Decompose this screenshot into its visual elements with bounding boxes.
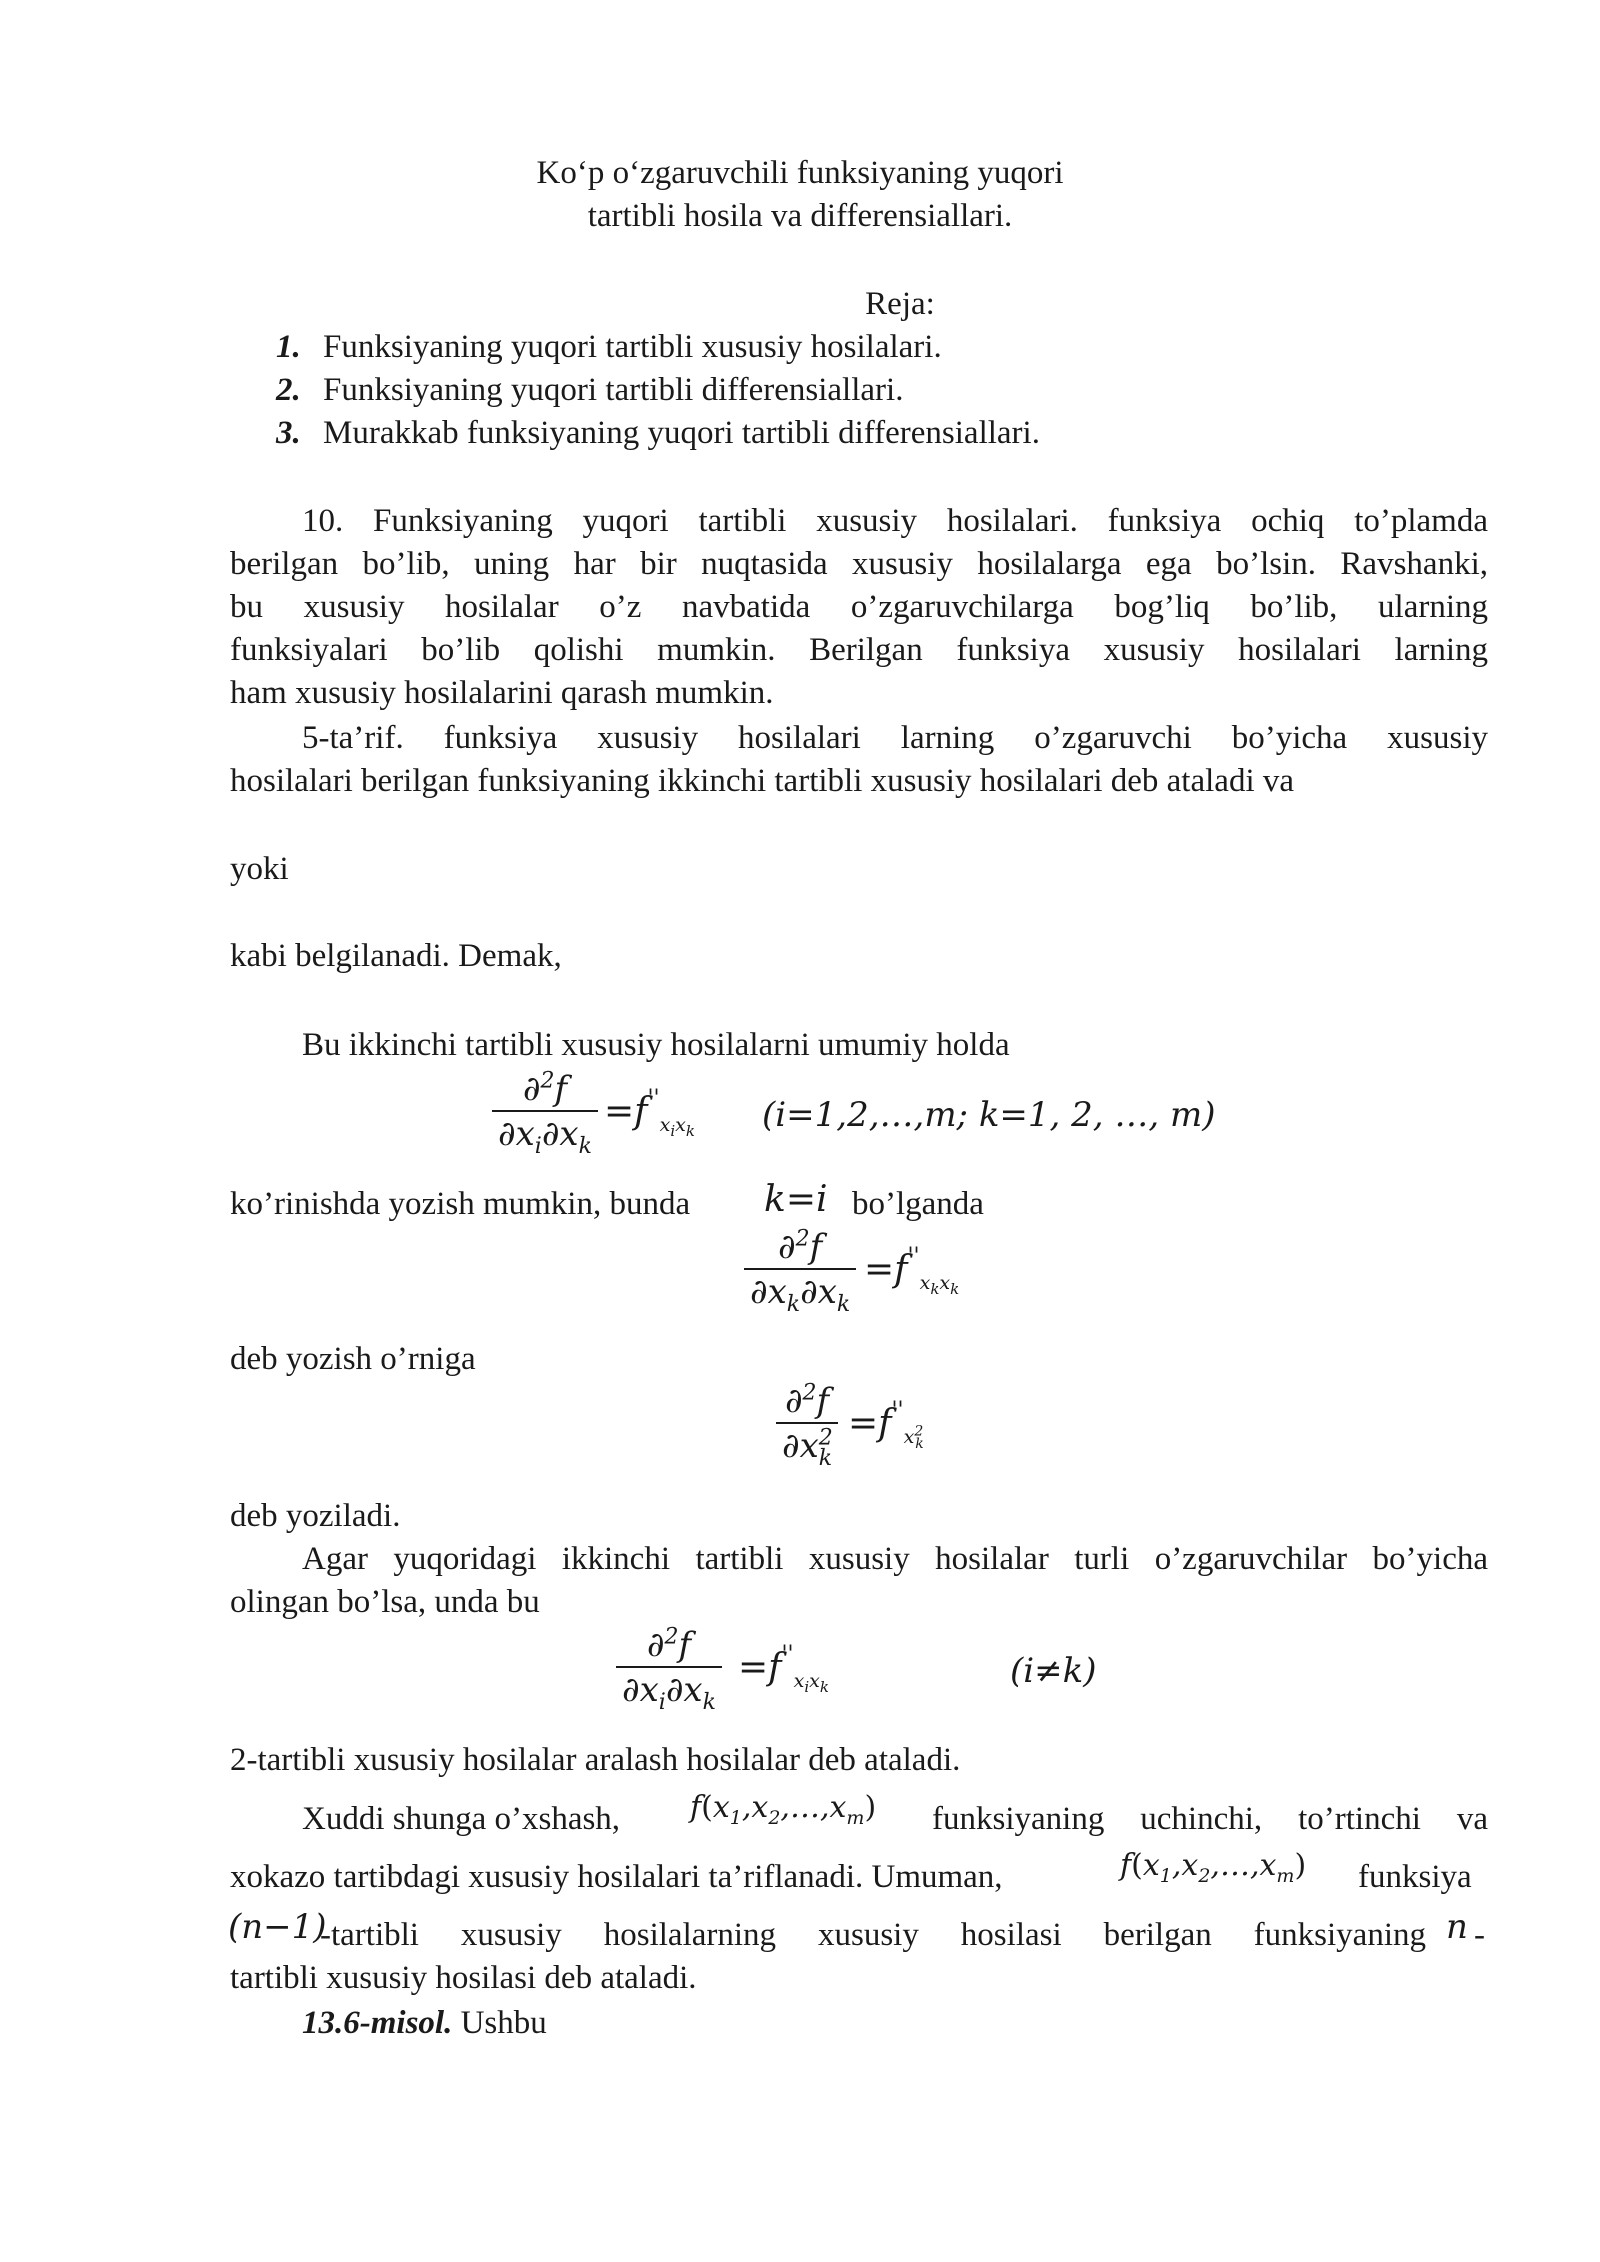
formula-4-condition: (i≠k) — [1010, 1651, 1097, 1691]
text-yoki: yoki — [230, 851, 289, 887]
formula-4-rhs: $=f''_{x_ix_k}$ — [738, 1642, 829, 1696]
text-xuddi-b: funksiyaning uchinchi, to’rtinchi va — [932, 1801, 1488, 1837]
formula-4-fraction: ∂$^2$f $\partial x_i\partial x_k$ — [616, 1624, 722, 1712]
formula-2-fraction: ∂$^2$f $\partial x_k\partial x_k$ — [744, 1226, 856, 1314]
text-kabi-belgilanadi: kabi belgilanadi. Demak, — [230, 938, 562, 974]
text-deb-yozish: deb yozish o’rniga — [230, 1341, 476, 1377]
formula-f-of-x-1: $f(x_1,x_2,\dots,x_m)$ — [690, 1790, 877, 1829]
paragraph-agar-line-2: olingan bo’lsa, unda bu — [230, 1584, 540, 1620]
plan-item-number: 2. — [276, 372, 301, 408]
plan-item-text: Funksiyaning yuqori tartibli xususiy hosilalari. — [323, 329, 942, 365]
formula-n: n — [1446, 1907, 1468, 1947]
formula-n-minus-1: (n−1) — [228, 1907, 327, 1947]
formula-3-fraction: ∂$^2$f $\partial x^2_k$ — [776, 1380, 838, 1468]
example-line — [302, 2002, 547, 2045]
text-deb-yoziladi: deb yoziladi. — [230, 1498, 401, 1534]
formula-1-range: (i=1,2,…,m; k=1, 2, …, m) — [762, 1095, 1216, 1135]
formula-2-rhs: $=f''_{x_kx_k}$ — [864, 1244, 960, 1298]
page-title-line-1: Ko‘p o‘zgaruvchili funksiyaning yuqori — [536, 155, 1064, 191]
plan-item-text: Murakkab funksiyaning yuqori tartibli differensiallari. — [323, 415, 1040, 451]
paragraph-agar-line-1: Agar yuqoridagi ikkinchi tartibli xususiy hosilalar turli o’zgaruvchilar bo’yicha — [302, 1541, 1488, 1577]
text-korinishda: ko’rinishda yozish mumkin, bunda — [230, 1186, 691, 1222]
text-xuddi-a: Xuddi shunga o’xshash, — [302, 1801, 621, 1837]
formula-3-rhs: $=f''_{x^2_k}$ — [848, 1398, 924, 1452]
paragraph-1-line-1: 10. Funksiyaning yuqori tartibli xususiy hosilalari. funksiya ochiq to’plamda — [302, 503, 1488, 539]
text-bu-ikkinchi: Bu ikkinchi tartibli xususiy hosilalarni umumiy holda — [302, 1027, 1010, 1063]
text-tartibli-a: -tartibli xususiy hosilalarning xususiy hosilasi berilgan funksiyaning — [320, 1917, 1426, 1953]
example-label: 13.6-misol. — [302, 2005, 453, 2041]
text-aralash: 2-tartibli xususiy hosilalar aralash hosilalar deb ataladi. — [230, 1742, 961, 1778]
plan-item-number: 3. — [276, 415, 301, 451]
text-xokazo-b: funksiya — [1358, 1859, 1472, 1895]
formula-1-fraction: ∂$^2$f $\partial x_i\partial x_k$ — [492, 1068, 598, 1156]
formula-1-rhs: $=f''_{x_ix_k}$ — [604, 1086, 695, 1140]
text-xokazo-a: xokazo tartibdagi xususiy hosilalari ta’riflanadi. Umuman, — [230, 1859, 1003, 1895]
definition-line-1: 5-ta’rif. funksiya xususiy hosilalari larning o’zgaruvchi bo’yicha xususiy — [302, 720, 1488, 756]
paragraph-1-line-4: funksiyalari bo’lib qolishi mumkin. Berilgan funksiya xususiy hosilalari larning — [230, 632, 1488, 668]
definition-line-2: hosilalari berilgan funksiyaning ikkinchi tartibli xususiy hosilalari deb ataladi va — [230, 763, 1295, 799]
page-title-line-2: tartibli hosila va differensiallari. — [587, 198, 1013, 234]
text-bolganda: bo’lganda — [852, 1186, 984, 1222]
plan-item-text: Funksiyaning yuqori tartibli differensiallari. — [323, 372, 904, 408]
text-tartibli-b: tartibli xususiy hosilasi deb ataladi. — [230, 1960, 697, 1996]
plan-item-number: 1. — [276, 329, 301, 365]
formula-k-eq-i: k=i — [764, 1179, 828, 1220]
paragraph-1-line-5: ham xususiy hosilalarini qarash mumkin. — [230, 675, 774, 711]
paragraph-1-line-3: bu xususiy hosilalar o’z navbatida o’zgaruvchilarga bog’liq bo’lib, ularning — [230, 589, 1488, 625]
plan-item-2 — [276, 369, 903, 412]
formula-f-of-x-2: $f(x_1,x_2,\dots,x_m)$ — [1120, 1848, 1307, 1887]
text-dash: - — [1474, 1917, 1485, 1953]
example-text: Ushbu — [460, 2005, 547, 2041]
paragraph-1-line-2: berilgan bo’lib, uning har bir nuqtasida xususiy hosilalarga ega bo’lsin. Ravshanki, — [230, 546, 1488, 582]
plan-item-3 — [276, 412, 1040, 455]
plan-item-1 — [276, 326, 942, 369]
plan-heading: Reja: — [865, 286, 935, 322]
